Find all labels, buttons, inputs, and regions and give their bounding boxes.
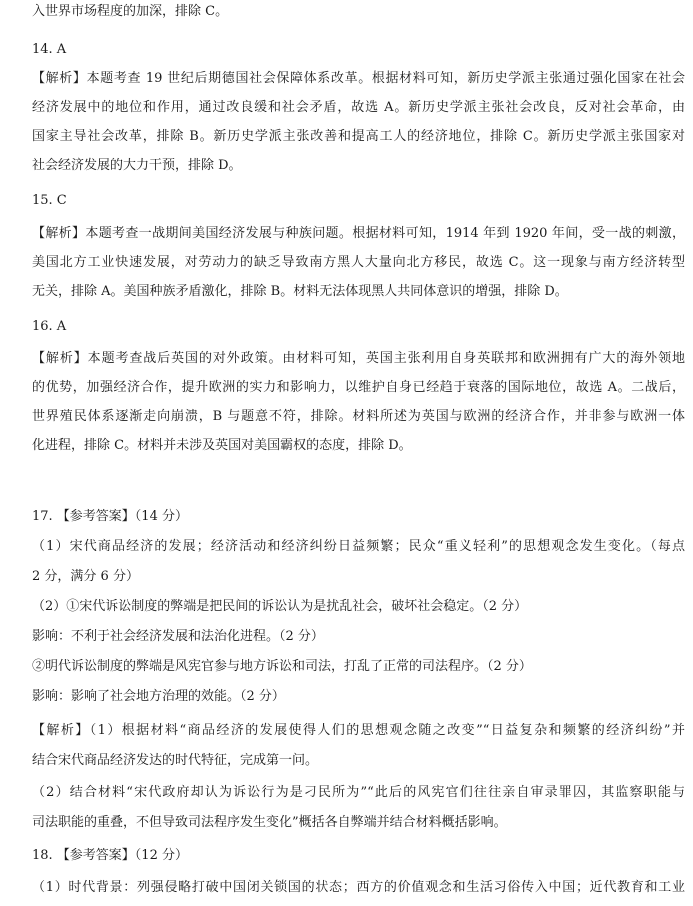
analysis-line: 化进程，排除 C。材料并未涉及英国对美国霸权的态度，排除 D。 (32, 438, 412, 453)
question-number-15: 15. C (32, 193, 67, 208)
answer-line: ②明代诉讼制度的弊端是风宪官参与地方诉讼和司法，打乱了正常的司法程序。（2 分） (32, 659, 532, 674)
analysis-line: 国家主导社会改革，排除 B。新历史学派主张改善和提高工人的经济地位，排除 C。新历史学派主张国家对 (32, 129, 685, 144)
analysis-line: 结合宋代商品经济发达的时代特征，完成第一问。 (32, 753, 319, 768)
answer-line: （1）时代背景：列强侵略打破中国闭关锁国的状态；西方的价值观念和生活习俗传入中国；近代教育和工业 (32, 880, 685, 895)
answer-line: （2）①宋代诉讼制度的弊端是把民间的诉讼认为是扰乱社会，破坏社会稳定。（2 分） (32, 599, 528, 614)
answer-line: （1）宋代商品经济的发展；经济活动和经济纠纷日益频繁；民众“重义轻利”的思想观念发生变化。（每点 (32, 539, 685, 554)
analysis-line: 司法职能的重叠，不但导致司法程序发生变化”概括各自弊端并结合材料概括影响。 (32, 815, 507, 830)
question-number-14: 14. A (32, 42, 67, 57)
analysis-line: 【解析】本题考查 19 世纪后期德国社会保障体系改革。根据材料可知，新历史学派主张通过强化国家在社会 (32, 71, 685, 86)
analysis-line: 无关，排除 A。美国种族矛盾激化，排除 B。材料无法体现黑人共同体意识的增强，排除 D。 (32, 284, 568, 299)
question-number-16: 16. A (32, 319, 67, 334)
analysis-line: 【解析】本题考查一战期间美国经济发展与种族问题。根据材料可知，1914 年到 1920 年间，受一战的刺激， (32, 226, 685, 241)
analysis-line: 的优势，加强经济合作，提升欧洲的实力和影响力，以维护自身已经趋于衰落的国际地位，故选 A。二战后， (32, 380, 685, 395)
analysis-line: 【解析】（1）根据材料“商品经济的发展使得人们的思想观念随之改变”“日益复杂和频繁的经济纠纷”并 (32, 723, 685, 738)
answer-line: 影响：不利于社会经济发展和法治化进程。（2 分） (32, 629, 324, 644)
analysis-line: 美国北方工业快速发展，对劳动力的缺乏导致南方黑人大量向北方移民，故选 C。这一现象与南方经济转型 (32, 255, 685, 270)
analysis-line: 【解析】本题考查战后英国的对外政策。由材料可知，英国主张利用自身英联邦和欧洲拥有广大的海外领地 (32, 351, 685, 366)
analysis-line: 经济发展中的地位和作用，通过改良缓和社会矛盾，故选 A。新历史学派主张社会改良，反对社会革命，由 (32, 100, 685, 115)
analysis-line: 世界殖民体系逐渐走向崩溃，B 与题意不符，排除。材料所述为英国与欧洲的经济合作，并非参与欧洲一体 (32, 409, 685, 424)
text-line: 入世界市场程度的加深，排除 C。 (32, 4, 229, 19)
question-number-17: 17. 【参考答案】（14 分） (32, 509, 188, 524)
analysis-line: （2）结合材料“宋代政府却认为诉讼行为是刁民所为”“此后的风宪官们往往亲自审录罪囚，其监察职能与 (32, 785, 685, 800)
question-number-18: 18. 【参考答案】（12 分） (32, 848, 188, 863)
answer-line: 影响：影响了社会地方治理的效能。（2 分） (32, 689, 285, 704)
answer-line: 2 分，满分 6 分） (32, 569, 139, 584)
analysis-line: 社会经济发展的大力干预，排除 D。 (32, 158, 242, 173)
